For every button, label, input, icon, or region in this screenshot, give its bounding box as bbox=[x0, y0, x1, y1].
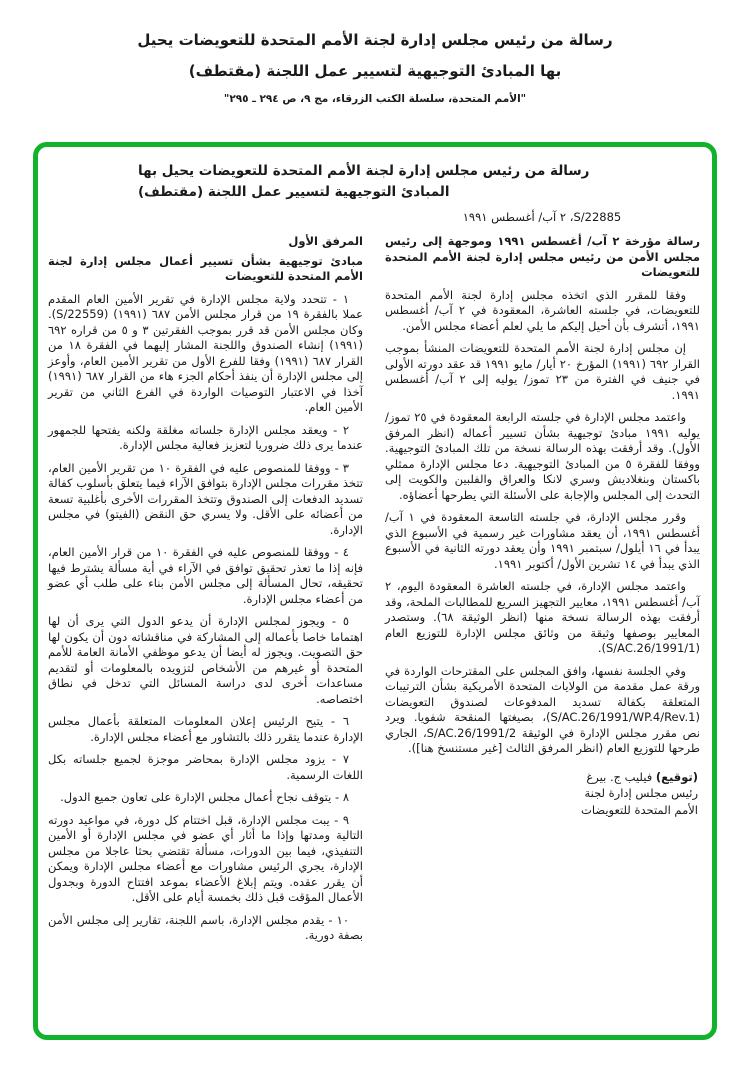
annex-item: ٩ - يبت مجلس الإدارة، قبل اختتام كل دورة، في مواعيد دورته التالية ومدتها وإذا ما أثار أي عضو في مجلس الإدارة أو الأمين التنفيذي، فيما بين الدورات، مسألة تقتضي بحثا عاجلا من مجلس الإدارة، يجري الرئيس مشاورات مع أعضاء مجلس الإدارة ويمكن أن يقرر عقده. ويتم إبلاغ الأعضاء بموعد افتتاح الدورة وبجدول الأعمال المؤقت قبل ذلك بخمسة أيام على الأقل. bbox=[48, 812, 363, 904]
document-box bbox=[33, 142, 717, 1040]
annex-heading: المرفق الأول bbox=[288, 234, 363, 248]
header-line-1: رسالة من رئيس مجلس إدارة لجنة الأمم المتحدة للتعويضات يحيل bbox=[137, 31, 613, 49]
annex-item: ١٠ - يقدم مجلس الإدارة، باسم اللجنة، تقارير إلى مجلس الأمن بصفة دورية. bbox=[48, 912, 363, 942]
letter-paragraph: واعتمد مجلس الإدارة في جلسته الرابعة المعقودة في ٢٥ تموز/ يوليه ١٩٩١ مبادئ توجيهية بشأن تسيير أعماله (انظر المرفق الأول). وقد أرفقت بهذه الرسالة نسخة من تلك المبادئ التوجيهية. ووفقا للفقرة ٥ من المبادئ التوجيهية. دعا مجلس الإدارة ممثلي باكستان وبنغلاديش وسري لانكا والعراق والفلبين والكويت إلى التحدث إلى المجلس والإجابة على الأسئلة التي يطرحها أعضاؤه. bbox=[385, 410, 700, 502]
annex-item: ٨ - يتوقف نجاح أعمال مجلس الإدارة على تعاون جميع الدول. bbox=[60, 790, 349, 804]
signature-block bbox=[488, 769, 698, 819]
annex-item: ٣ - ووفقا للمنصوص عليه في الفقرة ١٠ من تقرير الأمين العام، تتخذ مقررات مجلس الإدارة بتوافق الآراء فيما يتعلق بأسلوب كفالة تسديد الدفعات إلى الصندوق وتتخذ المقررات الأخرى بأغلبية تسعة من أعضائه على الأقل. ولا يسري حق النقض (الفيتو) في مجلس الإدارة. bbox=[48, 460, 363, 537]
annex-item: ١ - تتحدد ولاية مجلس الإدارة في تقرير الأمين العام المقدم عملا بالفقرة ١٩ من قرار مجلس الأمن ٦٨٧ (١٩٩١) (S/22559). وكان مجلس الأمن قد قرر بموجب الفقرتين ٣ و ٥ من قراره ٦٩٢ (١٩٩١) إنشاء الصندوق واللجنة المشار إليهما في الفقرة ١٨ من القرار ٦٨٧ (١٩٩١) وفقا للفرع الأول من تقرير الأمين العام، وأوعز إلى مجلس الإدارة أن ينفذ أحكام الجزء هاء من القرار ٦٨٧ (١٩٩١) آخذا في الاعتبار التوصيات الواردة في الفرع الثاني من تقرير الأمين العام. bbox=[48, 291, 364, 414]
annex-item: ٧ - يزود مجلس الإدارة بمحاضر موجزة لجميع جلساته بكل اللغات الرسمية. bbox=[48, 752, 363, 782]
letter-paragraph: واعتمد مجلس الإدارة، في جلسته العاشرة المعقودة اليوم، ٢ آب/ أغسطس ١٩٩١، معايير التجهيز السريع للمطالبات الملحة، وقد أرفقت بهذه الرسالة نسخة منها (انظر الوثيقة ٦٨). وستصدر المعايير بوصفها وثيقة من وثائق مجلس الإدارة للتوزيع العام (S/AC.26/1991/1). bbox=[385, 579, 700, 655]
signature-label: (توقيع) bbox=[655, 769, 698, 784]
signature-title-line-2: الأمم المتحدة للتعويضات bbox=[581, 802, 698, 817]
two-column-layout bbox=[38, 224, 712, 951]
signature-line bbox=[488, 769, 698, 786]
page-header bbox=[0, 0, 750, 106]
letter-paragraph: وفقا للمقرر الذي اتخذه مجلس إدارة لجنة الأمم المتحدة للتعويضات، في جلسته العاشرة، المعقودة في ٢ آب/ أغسطس ١٩٩١، أتشرف بأن أحيل إليكم ما يلي لعلم أعضاء مجلس الأمن. bbox=[385, 287, 700, 333]
header-source-citation: "الأمم المتحدة، سلسلة الكتب الزرقاء، مج ٩، ص ٢٩٤ ـ ٢٩٥" bbox=[223, 93, 527, 105]
document-title-line-2: المبادئ التوجيهية لتسيير عمل اللجنة (مقتطف) bbox=[138, 184, 450, 200]
letter-heading: رسالة مؤرخة ٢ آب/ أغسطس ١٩٩١ وموجهة إلى رئيس مجلس الأمن من رئيس مجلس إدارة لجنة الأمم المتحدة للتعويضات bbox=[385, 234, 700, 279]
letter-paragraph: وفي الجلسة نفسها، وافق المجلس على المقترحات الواردة في ورقة عمل مقدمة من الولايات المتحدة الأمريكية بشأن الترتيبات المتعلقة بكفالة تسديد المدفوعات لصندوق التعويضات (S/AC.26/1991/WP.4/Rev.1)، بصيغتها المنقحة شفويا. ويرد نص مقرر مجلس الإدارة في الوثيقة S/AC.26/1991/2، الجاري طرحها للتوزيع العام (انظر المرفق الثالث [غير مستنسخ هنا]). bbox=[385, 663, 700, 755]
annex-item: ٦ - يتيح الرئيس إعلان المعلومات المتعلقة بأعمال مجلس الإدارة عندما يتقرر ذلك بالتشاور مع أعضاء مجلس الإدارة. bbox=[48, 714, 363, 744]
letter-paragraph: إن مجلس إدارة لجنة الأمم المتحدة للتعويضات المنشأ بموجب القرار ٦٩٢ (١٩٩١) المؤرخ ٢٠ أيار/ مايو ١٩٩١ قد عقد دورته الأولى في جنيف في الفترة من ٢٣ تموز/ يوليه إلى ٢ آب/ أغسطس ١٩٩١. bbox=[385, 341, 700, 402]
header-line-2: بها المبادئ التوجيهية لتسيير عمل اللجنة (مقتطف) bbox=[188, 62, 562, 80]
signature-title-line-1: رئيس مجلس إدارة لجنة bbox=[584, 786, 698, 800]
annex-item: ٤ - ووفقا للمنصوص عليه في الفقرة ١٠ من قرار الأمين العام، فإنه إذا ما تعذر تحقيق توافق في الآراء في أية مسألة يشترط فيها تحقيقه، تحال المسألة إلى مجلس الأمن بناء على طلب أي عضو من أعضاء مجلس الإدارة. bbox=[48, 545, 363, 606]
letter-paragraph: وقرر مجلس الإدارة، في جلسته التاسعة المعقودة في ١ آب/ أغسطس ١٩٩١، أن يعقد مشاورات غير رسمية في الأسبوع الذي يبدأ في ١٦ أيلول/ سبتمبر ١٩٩١ وأن يعقد دورته الثانية في الأسبوع الذي يبدأ في ١٤ تشرين الأول/ أكتوبر ١٩٩١. bbox=[385, 510, 701, 571]
annex-column bbox=[48, 234, 363, 951]
document-title-line-1: رسالة من رئيس مجلس إدارة لجنة الأمم المتحدة للتعويضات يحيل بها bbox=[138, 163, 590, 179]
document-title bbox=[138, 161, 612, 203]
document-number: S/22885، ٢ آب/ أغسطس ١٩٩١ bbox=[462, 210, 622, 224]
signature-name: فيليب ج. بيرغ bbox=[586, 769, 653, 784]
letter-column bbox=[385, 234, 700, 818]
annex-item: ٥ - ويجوز لمجلس الإدارة أن يدعو الدول التي يرى أن لها اهتماما خاصا بأعماله إلى المشاركة في مناقشاته دون أن يكون لها حق التصويت. ويجوز له أيضا أن يدعو موظفي الأمانة العامة للأمم المتحدة أو غيرهم من الأشخاص لتزويده بالمعلومات أو لتقديم مساعدات أخرى لدى دراسة المسائل التي تدخل في نطاق اختصاصه. bbox=[48, 614, 363, 706]
annex-subheading: مبادئ توجيهية بشأن تسيير أعمال مجلس إدارة لجنة الأمم المتحدة للتعويضات bbox=[48, 253, 363, 283]
annex-item: ٢ - ويعقد مجلس الإدارة جلساته مغلقة ولكنه يفتحها للجمهور عندما يرى ذلك ضروريا لتعزيز فعالية مجلس الإدارة. bbox=[48, 422, 363, 452]
